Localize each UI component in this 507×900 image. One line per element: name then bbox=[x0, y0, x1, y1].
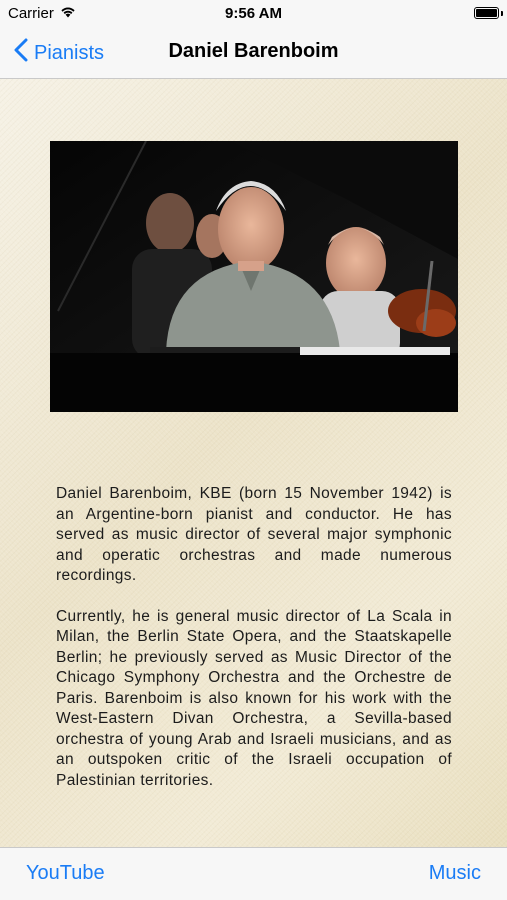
youtube-button[interactable]: YouTube bbox=[26, 862, 105, 884]
bio-paragraph: Daniel Barenboim, KBE (born 15 November 1942) is an Argentine-born pianist and conductor. He has served as music director of several major symphonic and operatic orchestras and made numerous recordings. bbox=[56, 485, 452, 584]
music-button[interactable]: Music bbox=[428, 862, 481, 884]
status-time: 9:56 AM bbox=[225, 5, 282, 22]
status-bar bbox=[0, 0, 507, 28]
bio-paragraph: Currently, he is general music director of La Scala in Milan, the Berlin State Opera, and the Staatskapelle Berlin; he previously served as Music Director of the Chicago Symphony Orchestra and the Orchestre de Paris. Barenboim is also known for his work with the West-Eastern Divan Orchestra, a Sevilla-based orchestra of young Arab and Israeli musicians, and as an outspoken critic of the Israeli occupation of Palestinian territories. bbox=[56, 607, 452, 789]
carrier-label: Carrier bbox=[8, 5, 54, 22]
battery-icon bbox=[474, 7, 499, 19]
pianist-photo-illustration bbox=[50, 141, 458, 412]
battery-fill bbox=[476, 9, 497, 17]
content-area bbox=[0, 79, 507, 847]
pianist-photo bbox=[50, 141, 458, 412]
battery-cap bbox=[501, 11, 503, 16]
bottom-toolbar bbox=[0, 847, 507, 900]
page-title: Daniel Barenboim bbox=[168, 40, 339, 62]
back-button-label: Pianists bbox=[34, 41, 105, 64]
biography-text bbox=[56, 484, 452, 811]
navigation-bar bbox=[0, 28, 507, 79]
